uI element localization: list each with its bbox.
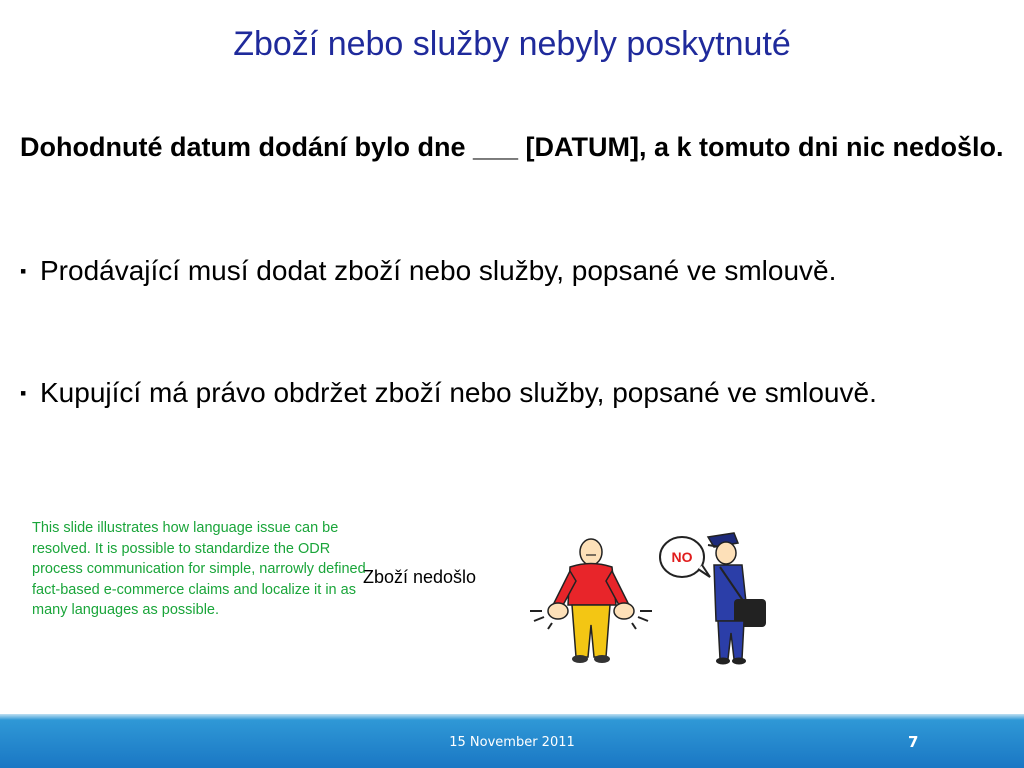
bullet-marker: ▪ <box>20 261 27 281</box>
mail-carrier-icon <box>708 533 766 665</box>
illustration-caption: Zboží nedošlo <box>363 567 477 587</box>
lead-statement: Dohodnuté datum dodání bylo dne ___ [DATUM], a k tomuto dni nic nedošlo. <box>20 132 1004 162</box>
shrugging-person-icon <box>530 539 652 663</box>
footer-bar <box>0 714 1024 768</box>
bullet-item <box>20 250 920 292</box>
illustration <box>520 525 800 675</box>
bullet-text: Kupující má právo obdržet zboží nebo služby, popsané ve smlouvě. <box>40 377 877 408</box>
presenter-note: This slide illustrates how language issue can be resolved. It is possible to standardize the ODR process communication for simple, narrowly defined fact-based e-commerce claims and localize it in as many languages as possible. <box>32 520 366 618</box>
bubble-text: NO <box>671 549 693 565</box>
page-number: 7 <box>908 733 919 751</box>
bullet-marker: ▪ <box>20 383 27 403</box>
footer-date: 15 November 2011 <box>449 735 575 750</box>
no-speech-bubble-icon <box>660 537 710 577</box>
bullet-text: Prodávající musí dodat zboží nebo služby, popsané ve smlouvě. <box>40 255 837 286</box>
bullet-item <box>20 372 920 414</box>
slide-title: Zboží nebo služby nebyly poskytnuté <box>233 25 791 63</box>
